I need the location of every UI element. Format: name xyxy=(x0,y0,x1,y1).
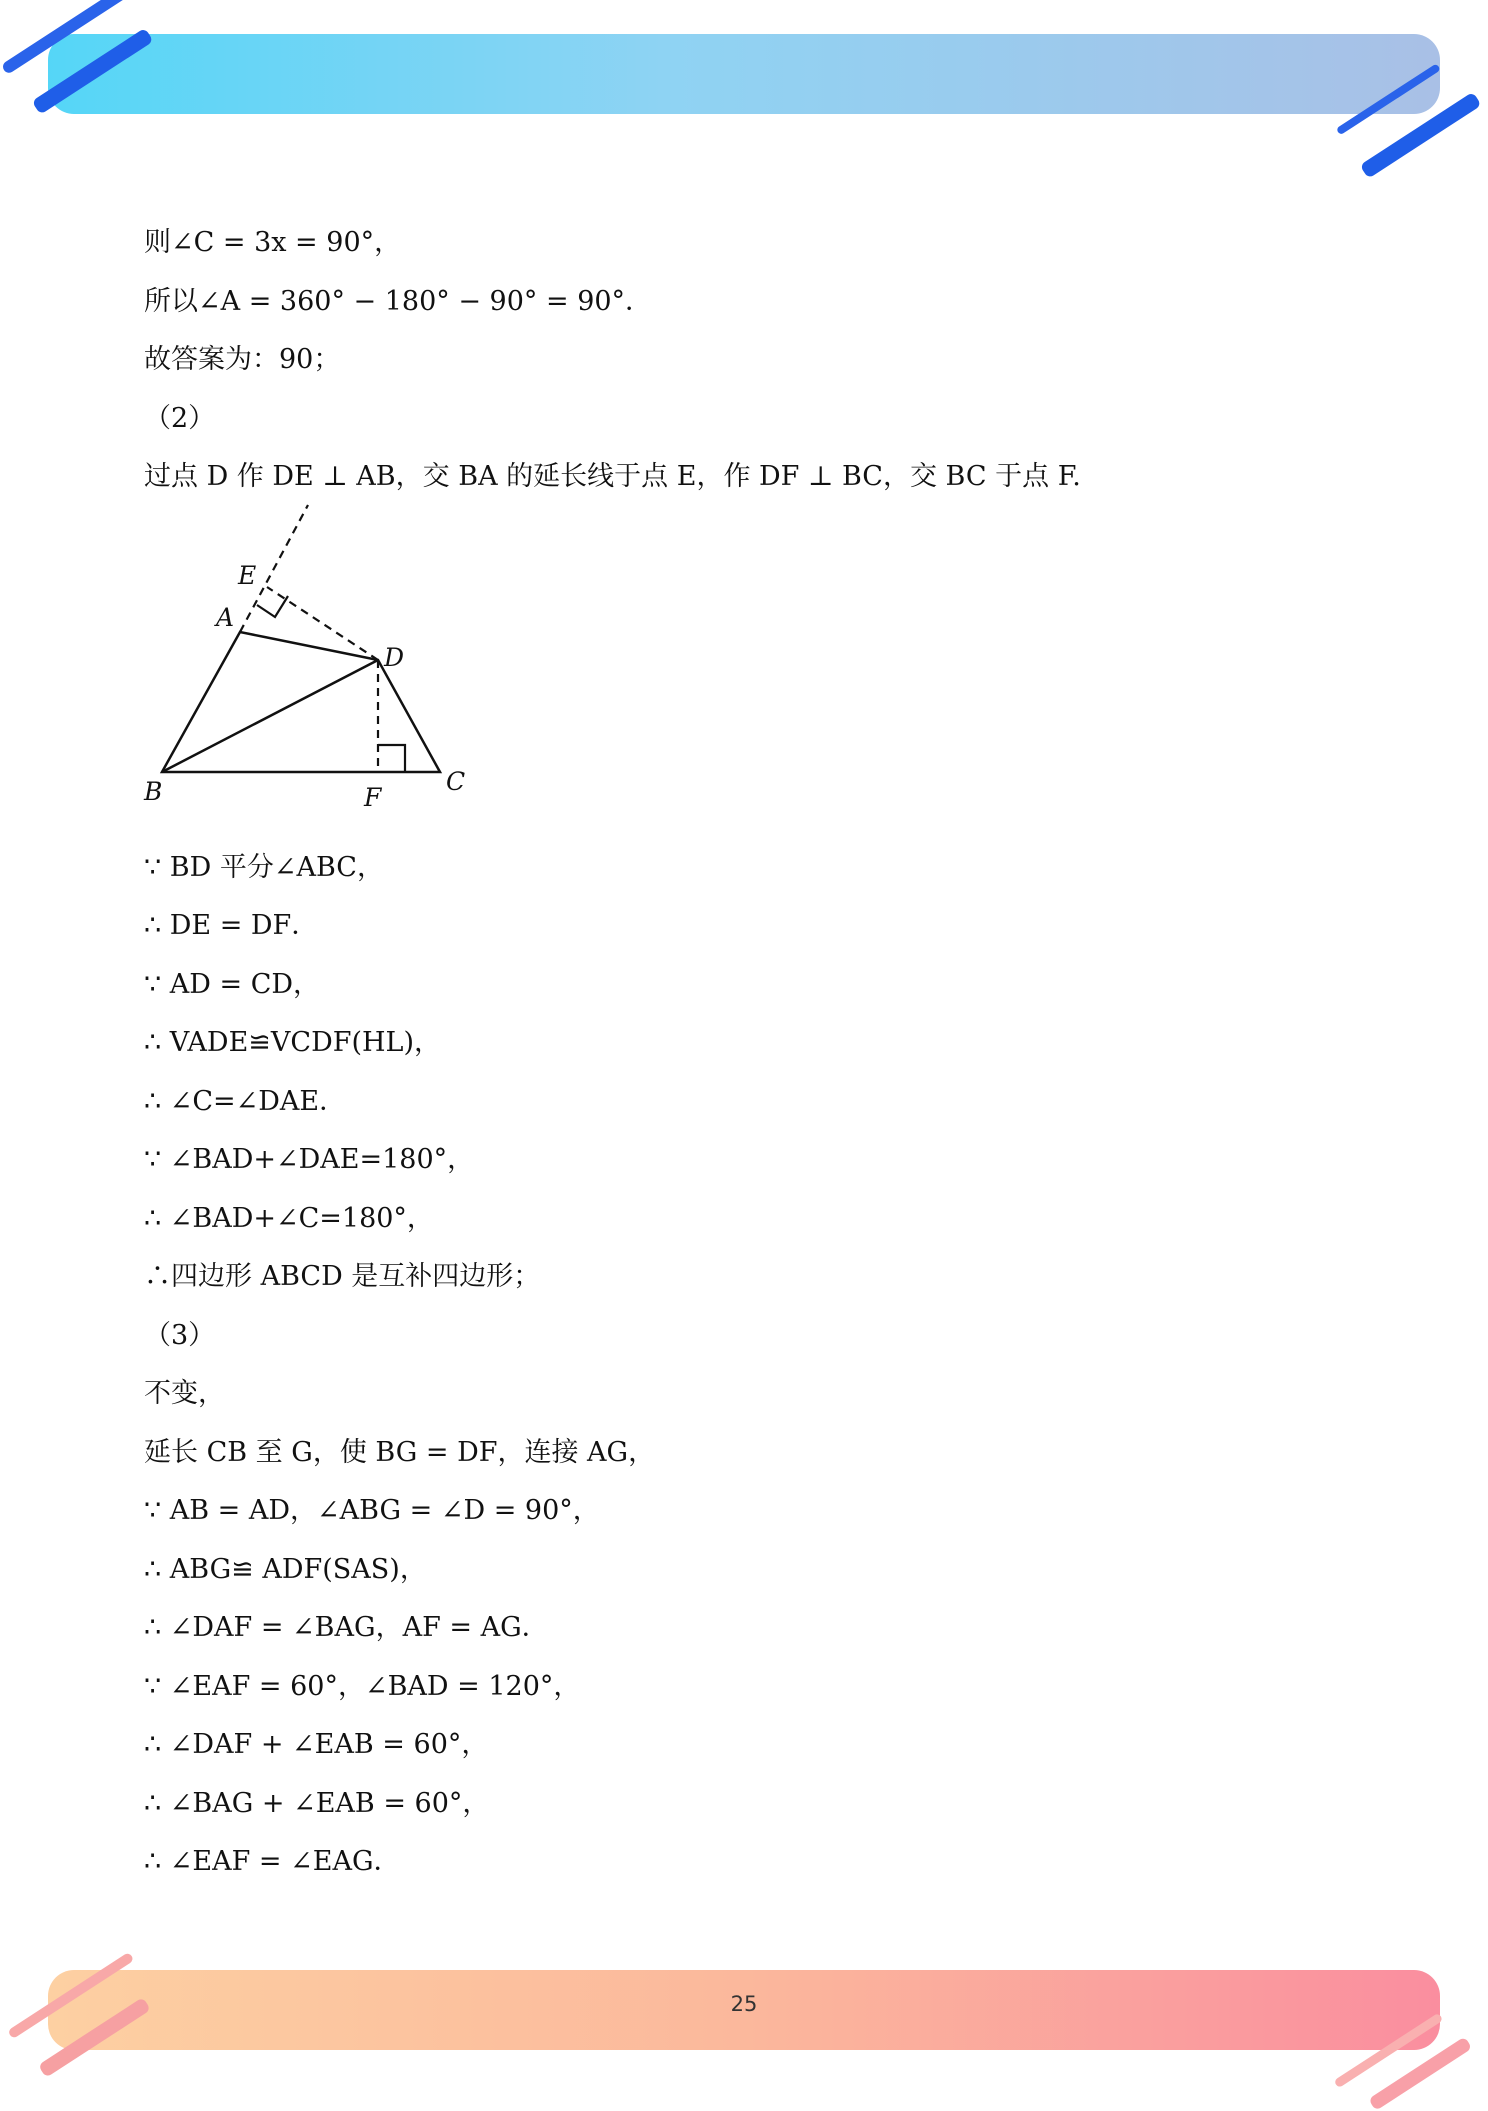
text-line: ∴ ∠DAF = ∠BAG，AF = AG． xyxy=(144,1612,549,1643)
text-line: 则∠C = 3x = 90°， xyxy=(144,227,402,258)
label-a: A xyxy=(216,603,235,632)
text-line: （2） xyxy=(144,402,216,434)
geometry-figure xyxy=(140,500,480,820)
text-line: 所以∠A = 360° − 180° − 90° = 90°． xyxy=(144,285,653,317)
label-c: C xyxy=(446,767,466,796)
text-line: ∵ AD = CD， xyxy=(144,968,321,1000)
label-e: E xyxy=(238,561,257,590)
text-line: ∴ ∠BAD+∠C=180°， xyxy=(144,1202,434,1234)
text-line: 过点 D 作 DE ⊥ AB，交 BA 的延长线于点 E，作 DF ⊥ BC，交 BC 于点 F. xyxy=(144,461,1081,492)
page-number: 25 xyxy=(730,1992,758,2016)
text-line: ∵ BD 平分∠ABC， xyxy=(144,851,384,883)
text-line: ∴ ∠C=∠DAE． xyxy=(144,1085,347,1117)
text-line: ∴ ∠DAF + ∠EAB = 60°， xyxy=(144,1729,489,1760)
text-line: ∵ AB = AD，∠ABG = ∠D = 90°， xyxy=(144,1495,600,1526)
text-line: ∴ VADE≌VCDF(HL)， xyxy=(144,1027,441,1058)
header-banner xyxy=(48,34,1440,114)
solution-part-2 xyxy=(144,847,1344,1900)
text-line: ∴ ∠EAF = ∠EAG． xyxy=(144,1846,401,1877)
label-d: D xyxy=(384,643,405,672)
text-line: （3） xyxy=(144,1319,216,1351)
text-line: ∵ ∠BAD+∠DAE=180°， xyxy=(144,1144,475,1175)
text-line: ∴ ABG≌ ADF(SAS)， xyxy=(144,1553,427,1585)
right-angle-mark-e xyxy=(257,596,288,617)
label-b: B xyxy=(144,777,163,806)
label-f: F xyxy=(364,783,382,812)
text-line: ∴四边形 ABCD 是互补四边形； xyxy=(144,1261,541,1292)
text-line: 故答案为：90； xyxy=(144,344,341,375)
text-line: ∴ DE = DF． xyxy=(144,910,319,941)
right-angle-mark-f xyxy=(378,745,405,772)
solution-content xyxy=(144,222,1344,1900)
text-line: ∵ ∠EAF = 60°，∠BAD = 120°， xyxy=(144,1670,581,1702)
text-line: ∴ ∠BAG + ∠EAB = 60°， xyxy=(144,1787,490,1819)
text-line: 延长 CB 至 G，使 BG = DF，连接 AG， xyxy=(144,1436,656,1468)
solution-part-1 xyxy=(144,222,1344,515)
text-line: 不变， xyxy=(144,1378,225,1409)
